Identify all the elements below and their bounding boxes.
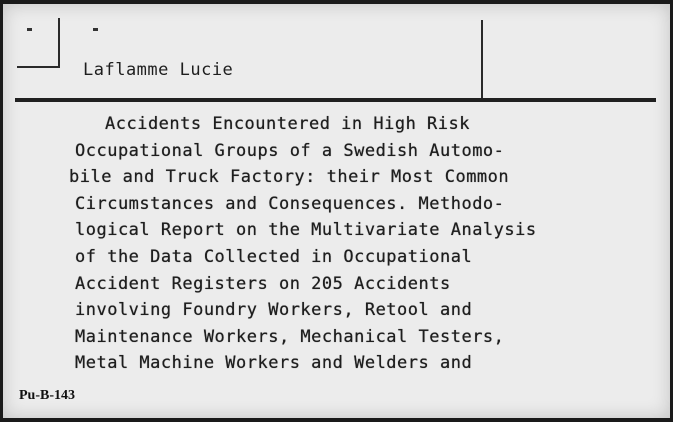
title-line: Maintenance Workers, Mechanical Testers, xyxy=(75,326,505,347)
title-line: Metal Machine Workers and Welders and xyxy=(75,353,473,374)
title-line: involving Foundry Workers, Retool and xyxy=(75,300,473,321)
corner-mark xyxy=(27,28,32,31)
title-line: logical Report on the Multivariate Analysis xyxy=(75,220,537,241)
title-line: Accidents Encountered in High Risk xyxy=(105,114,470,134)
corner-bracket-horizontal xyxy=(17,66,60,68)
call-number: Pu-B-143 xyxy=(19,388,75,403)
title-line: of the Data Collected in Occupational xyxy=(75,246,473,267)
tab-divider xyxy=(481,20,483,100)
title-line: Accident Registers on 205 Accidents xyxy=(75,273,451,294)
title-line: bile and Truck Factory: their Most Common xyxy=(69,167,510,188)
heading-rule xyxy=(15,98,656,102)
catalog-card xyxy=(3,4,670,418)
title-block xyxy=(69,111,665,377)
title-line: Circumstances and Consequences. Methodo- xyxy=(75,193,505,214)
corner-mark xyxy=(93,28,98,31)
author-name: Laflamme Lucie xyxy=(83,60,234,80)
title-line: Occupational Groups of a Swedish Automo- xyxy=(75,140,505,161)
corner-bracket-vertical xyxy=(58,18,60,68)
